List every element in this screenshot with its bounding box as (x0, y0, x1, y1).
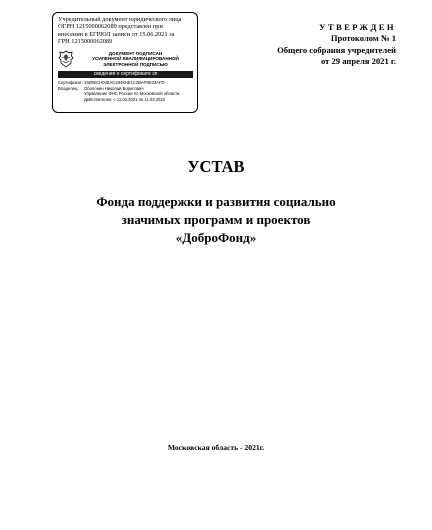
approval-line: Общего собрания учредителей (277, 44, 396, 55)
coat-of-arms-icon (58, 50, 74, 68)
certificate-label: Сертификат: (58, 80, 83, 86)
approval-line: Протоколом № 1 (330, 33, 396, 44)
registration-text (58, 16, 193, 45)
subtitle-line: Фонда поддержки и развития социально (96, 194, 336, 209)
certificate-label (58, 97, 84, 103)
certificate-value: Действителен: с 11.03.2021 по 11.03.2022 (84, 96, 166, 102)
registration-line: Учредительный документ юридического лица (58, 16, 182, 23)
document-footer: Московская область - 2021г. (167, 443, 265, 452)
registration-line: внесении в ЕГРЮЛ записи от 15.06.2021 за (58, 30, 175, 38)
signature-title-line: ДОКУМЕНТ ПОДПИСАН (108, 51, 163, 57)
certificate-label: Владелец: (58, 85, 79, 91)
registration-line: ГРН 1215000062089 (58, 37, 113, 45)
document-subtitle (0, 193, 432, 247)
certificate-value: Оболонин Николай Борисович (84, 85, 144, 91)
document-title: УСТАВ (187, 157, 245, 176)
registration-stamp (52, 12, 198, 113)
registration-line: ОГРН 1215000062089 представлен при (58, 23, 163, 31)
certificate-header: сведения о сертификате эп (58, 71, 193, 78)
approval-heading: УТВЕРЖДЕН (319, 22, 396, 32)
certificate-value: Управление ФНС России по Московской области (84, 91, 180, 97)
certificate-row (58, 97, 193, 103)
subtitle-line: «ДоброФонд» (175, 230, 257, 245)
signature-header (58, 49, 193, 69)
approval-block (277, 22, 396, 68)
signature-title (78, 51, 193, 67)
certificate-details (58, 80, 193, 102)
signature-title-line: ЭЛЕКТРОННОЙ ПОДПИСЬЮ (103, 61, 168, 67)
approval-line: от 29 апреля 2021 г. (320, 56, 396, 67)
signature-title-line: УСИЛЕННОЙ КВАЛИФИЦИРОВАННОЙ (92, 56, 179, 62)
subtitle-line: значимых программ и проектов (121, 212, 311, 227)
certificate-value: 1920ECH00EAC2948HE1C2BAF9E33AFD (84, 80, 165, 86)
